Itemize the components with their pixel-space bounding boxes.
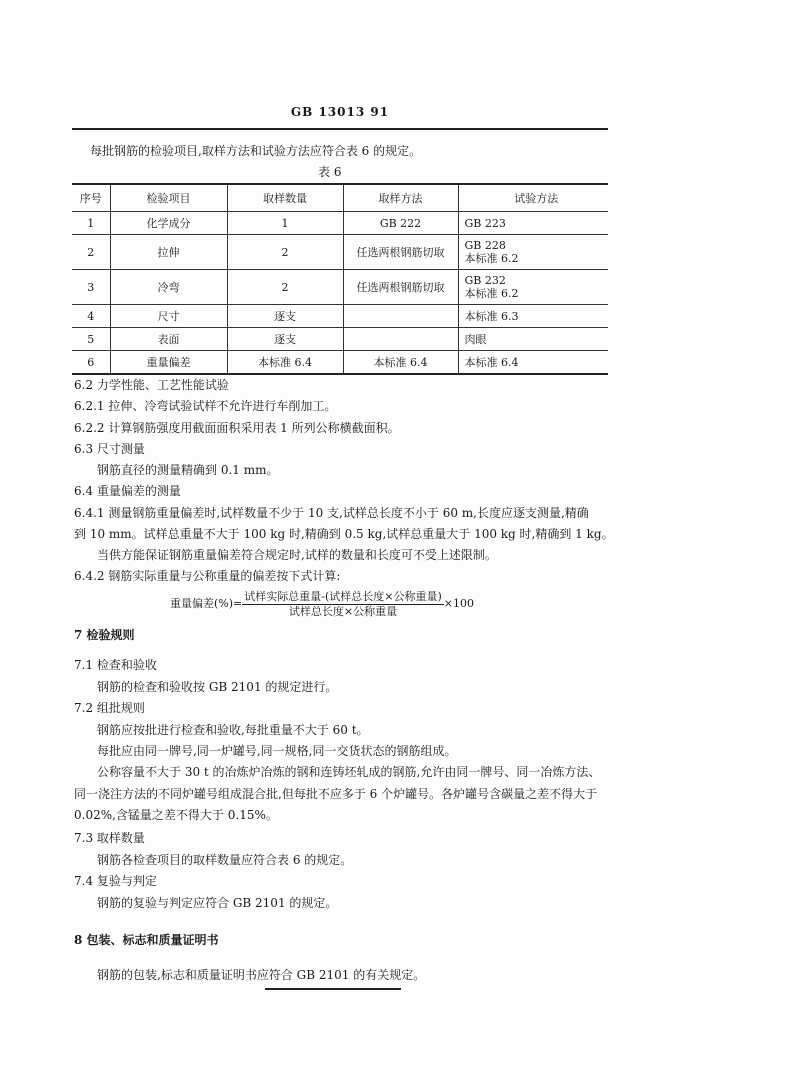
formula-denominator: 试样总长度×公称重量 xyxy=(288,604,398,618)
cell: 逐支 xyxy=(227,328,343,351)
cell: 2 xyxy=(72,235,110,270)
cell xyxy=(343,328,458,351)
table-row xyxy=(72,351,608,375)
section-7-title: 7 检验规则 xyxy=(74,628,135,642)
cell: 1 xyxy=(227,212,343,235)
cell: 拉伸 xyxy=(110,235,227,270)
cell: 化学成分 xyxy=(110,212,227,235)
col-header: 序号 xyxy=(72,184,110,212)
cell: 2 xyxy=(227,235,343,270)
paragraph: 每批应由同一牌号,同一炉罐号,同一规格,同一交货状态的钢筋组成。 xyxy=(97,744,457,758)
cell: GB 223 xyxy=(458,212,608,235)
paragraph: 钢筋的复验与判定应符合 GB 2101 的规定。 xyxy=(97,896,338,910)
cell: 任选两根钢筋切取 xyxy=(343,235,458,270)
paragraph: 公称容量不大于 30 t 的冶炼炉冶炼的钢和连铸坯轧成的钢筋,允许由同一牌号、同一冶炼方法、 xyxy=(97,765,601,779)
cell: 尺寸 xyxy=(110,305,227,328)
section-7-4: 7.4 复验与判定 xyxy=(74,874,157,888)
table-header-row xyxy=(72,184,608,212)
paragraph: 到 10 mm。试样总重量不大于 100 kg 时,精确到 0.5 kg,试样总重量大于 100 kg 时,精确到 1 kg。 xyxy=(74,527,614,541)
formula-numerator: 试样实际总重量-(试样总长度×公称重量) xyxy=(244,589,442,603)
cell-line: 本标准 6.2 xyxy=(464,252,519,265)
clause-6-4-2: 6.4.2 钢筋实际重量与公称重量的偏差按下式计算: xyxy=(74,569,341,583)
table-6 xyxy=(72,183,608,375)
cell: 本标准 6.4 xyxy=(227,351,343,375)
section-6-3: 6.3 尺寸测量 xyxy=(74,442,145,456)
cell: 重量偏差 xyxy=(110,351,227,375)
paragraph: 钢筋直径的测量精确到 0.1 mm。 xyxy=(97,463,279,477)
paragraph: 0.02%,含锰量之差不得大于 0.15%。 xyxy=(74,808,278,822)
cell: 肉眼 xyxy=(458,328,608,351)
header-rule xyxy=(72,128,608,130)
col-header: 取样方法 xyxy=(343,184,458,212)
cell xyxy=(343,305,458,328)
cell: 逐支 xyxy=(227,305,343,328)
cell: 4 xyxy=(72,305,110,328)
intro-text: 每批钢筋的检验项目,取样方法和试验方法应符合表 6 的规定。 xyxy=(90,144,422,158)
col-header: 取样数量 xyxy=(227,184,343,212)
cell: 冷弯 xyxy=(110,270,227,305)
table-row xyxy=(72,270,608,305)
table-row xyxy=(72,305,608,328)
clause-6-2-1: 6.2.1 拉伸、冷弯试验试样不允许进行车削加工。 xyxy=(74,399,337,413)
formula-lhs: 重量偏差(%)= xyxy=(170,597,243,610)
cell: GB 222 xyxy=(343,212,458,235)
cell: 5 xyxy=(72,328,110,351)
section-6-2: 6.2 力学性能、工艺性能试验 xyxy=(74,378,229,392)
section-7-2: 7.2 组批规则 xyxy=(74,701,145,715)
cell: 任选两根钢筋切取 xyxy=(343,270,458,305)
formula-fraction xyxy=(242,590,444,619)
col-header: 检验项目 xyxy=(110,184,227,212)
table-caption: 表 6 xyxy=(318,165,342,179)
cell: 1 xyxy=(72,212,110,235)
paragraph: 钢筋应按批进行检查和验收,每批重量不大于 60 t。 xyxy=(97,723,369,737)
cell: 6 xyxy=(72,351,110,375)
section-8-title: 8 包装、标志和质量证明书 xyxy=(74,933,219,947)
cell: 本标准 6.4 xyxy=(458,351,608,375)
clause-6-2-2: 6.2.2 计算钢筋强度用截面面积采用表 1 所列公称横截面积。 xyxy=(74,421,400,435)
cell: 2 xyxy=(227,270,343,305)
cell xyxy=(458,235,608,270)
formula-rhs: ×100 xyxy=(443,597,474,610)
cell: 表面 xyxy=(110,328,227,351)
paragraph: 同一浇注方法的不同炉罐号组成混合批,但每批不应多于 6 个炉罐号。各炉罐号含碳量之差不得大于 xyxy=(74,787,598,801)
cell-line: GB 228 xyxy=(464,239,506,252)
cell: 本标准 6.4 xyxy=(343,351,458,375)
table-row xyxy=(72,212,608,235)
page-header: GB 13013 91 xyxy=(290,105,390,119)
section-7-1: 7.1 检查和验收 xyxy=(74,658,157,672)
cell-line: 本标准 6.2 xyxy=(464,287,519,300)
paragraph: 当供方能保证钢筋重量偏差符合规定时,试样的数量和长度可不受上述限制。 xyxy=(97,548,497,562)
section-7-3: 7.3 取样数量 xyxy=(74,831,145,845)
table-row xyxy=(72,235,608,270)
end-rule xyxy=(265,988,401,990)
table-row xyxy=(72,328,608,351)
section-6-4: 6.4 重量偏差的测量 xyxy=(74,484,181,498)
cell-line: GB 232 xyxy=(464,274,506,287)
cell: 本标准 6.3 xyxy=(458,305,608,328)
paragraph: 钢筋的包装,标志和质量证明书应符合 GB 2101 的有关规定。 xyxy=(97,968,426,982)
paragraph: 钢筋各检查项目的取样数量应符合表 6 的规定。 xyxy=(97,853,353,867)
clause-6-4-1: 6.4.1 测量钢筋重量偏差时,试样数量不少于 10 支,试样总长度不小于 60 m,长度应逐支测量,精确 xyxy=(74,506,589,520)
paragraph: 钢筋的检查和验收按 GB 2101 的规定进行。 xyxy=(97,680,338,694)
formula xyxy=(170,589,474,619)
col-header: 试验方法 xyxy=(458,184,608,212)
cell: 3 xyxy=(72,270,110,305)
cell xyxy=(458,270,608,305)
